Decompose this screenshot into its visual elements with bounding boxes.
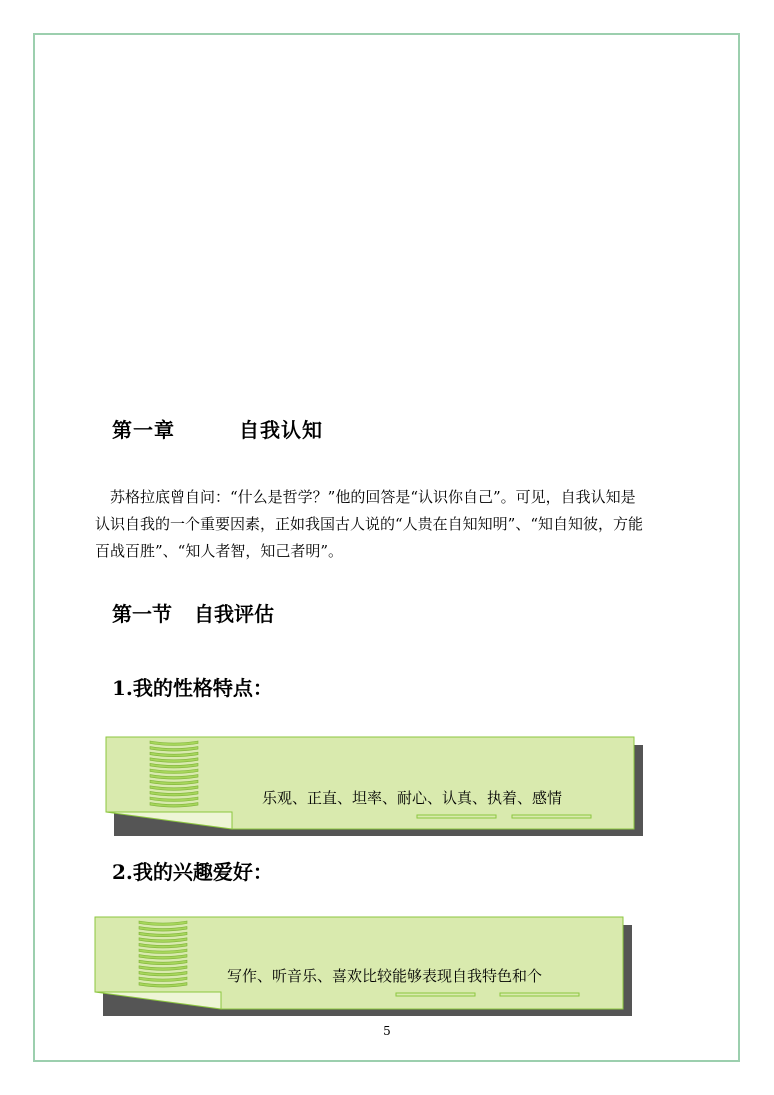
personality-card [104, 737, 644, 837]
chapter-number: 第一章 [112, 418, 175, 442]
section-heading [112, 598, 274, 627]
interests-card [93, 917, 633, 1017]
chapter-heading [112, 414, 323, 443]
item-heading-interests: 2.我的兴趣爱好： [112, 860, 273, 884]
section-number: 第一节 [112, 602, 172, 626]
interests-text: 写作、听音乐、喜欢比较能够表现自我特色和个 [227, 967, 543, 985]
paragraph-line: 认识自我的一个重要因素，正如我国古人说的“人贵在自知知明”、“知自知彼，方能 [95, 515, 644, 533]
intro-paragraph [95, 484, 695, 565]
item-heading-personality: 1.我的性格特点： [112, 676, 273, 700]
paragraph-line: 苏格拉底曾自问：“什么是哲学？”他的回答是“认识你自己”。可见，自我认知是 [110, 488, 636, 506]
section-title: 自我评估 [194, 602, 274, 626]
personality-traits: 乐观、正直、坦率、耐心、认真、执着、感情 [262, 789, 563, 807]
paragraph-line: 百战百胜”、“知人者智，知己者明”。 [95, 542, 344, 560]
chapter-title: 自我认知 [239, 418, 323, 442]
page-number: 5 [383, 1024, 391, 1038]
